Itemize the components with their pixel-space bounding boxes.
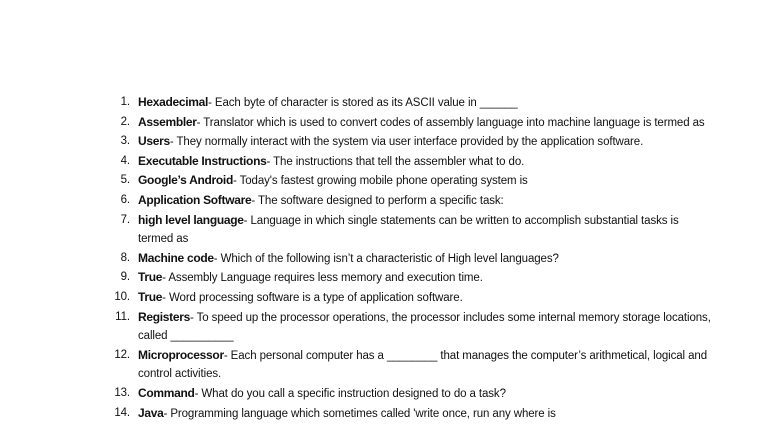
item-text: Programming language which sometimes called 'write once, run any where is xyxy=(170,407,556,420)
item-text: Which of the following isn’t a characteristic of High level languages? xyxy=(220,252,559,265)
list-item xyxy=(112,211,712,249)
item-term: True xyxy=(138,270,163,285)
item-number: 10. xyxy=(114,290,130,303)
item-separator: - xyxy=(208,97,215,109)
answer-list xyxy=(112,93,712,423)
item-separator: - xyxy=(162,291,169,304)
list-item xyxy=(112,346,712,384)
list-item xyxy=(112,288,712,308)
list-item xyxy=(112,249,712,269)
item-separator: - xyxy=(232,175,240,188)
item-text: To speed up the processor operations, the processor includes some internal memory storage locations, called __________ xyxy=(138,311,711,343)
item-separator: - xyxy=(162,272,169,285)
item-term: True xyxy=(138,289,163,304)
item-number: 3. xyxy=(120,135,130,148)
item-text: Language in which single statements can be written to accomplish substantial tasks is termed as xyxy=(138,214,679,246)
list-item xyxy=(112,268,712,288)
item-separator: - xyxy=(190,311,197,324)
item-text: They normally interact with the system via user interface provided by the application software. xyxy=(176,136,644,149)
list-item xyxy=(112,308,712,346)
item-number: 14. xyxy=(114,406,130,419)
list-item xyxy=(112,132,712,152)
list-item xyxy=(112,93,712,113)
item-number: 2. xyxy=(120,115,130,128)
item-number: 7. xyxy=(120,213,130,226)
item-separator: - xyxy=(213,252,221,265)
item-separator: - xyxy=(223,349,231,362)
item-number: 6. xyxy=(120,193,130,206)
item-term: Hexadecimal xyxy=(138,95,209,109)
item-number: 8. xyxy=(120,251,130,264)
item-separator: - xyxy=(169,136,177,149)
item-number: 4. xyxy=(120,154,130,167)
item-number: 12. xyxy=(114,348,130,361)
item-separator: - xyxy=(194,387,202,400)
item-term: Executable Instructions xyxy=(138,153,267,168)
item-term: Java xyxy=(138,405,164,420)
item-number: 13. xyxy=(114,386,130,399)
item-text: Each personal computer has a ________ that manages the computer’s arithmetical, logical and control activities. xyxy=(138,349,707,381)
item-text: The instructions that tell the assembler what to do. xyxy=(273,155,525,168)
item-number: 11. xyxy=(115,310,130,323)
item-term: Registers xyxy=(138,309,190,324)
list-item xyxy=(112,171,712,191)
item-text: Translator which is used to convert codes of assembly language into machine language is termed as xyxy=(203,116,705,129)
item-text: What do you call a specific instruction designed to do a task? xyxy=(201,387,506,400)
item-separator: - xyxy=(266,155,274,168)
item-term: Microprocessor xyxy=(138,347,224,362)
item-number: 5. xyxy=(120,174,130,187)
list-item xyxy=(112,113,712,133)
item-text: The software designed to perform a specific task: xyxy=(257,194,504,207)
item-text: Each byte of character is stored as its ASCII value in ______ xyxy=(214,97,518,109)
item-term: Assembler xyxy=(138,114,197,129)
item-term: Application Software xyxy=(138,192,252,207)
item-term: Machine code xyxy=(138,250,214,265)
item-text: Today's fastest growing mobile phone operating system is xyxy=(239,175,528,188)
item-separator: - xyxy=(251,194,258,207)
item-separator: - xyxy=(243,214,251,227)
list-item xyxy=(112,384,712,404)
item-term: Users xyxy=(138,134,170,149)
list-item xyxy=(112,191,712,211)
item-number: 1. xyxy=(120,96,130,108)
item-text: Assembly Language requires less memory and execution time. xyxy=(168,272,483,285)
item-term: high level language xyxy=(138,212,244,227)
item-separator: - xyxy=(163,407,171,420)
item-term: Google’s Android xyxy=(138,173,233,188)
item-text: Word processing software is a type of application software. xyxy=(168,291,463,304)
list-item xyxy=(112,404,712,424)
item-term: Command xyxy=(138,385,195,400)
item-number: 9. xyxy=(120,271,130,284)
list-item xyxy=(112,152,712,172)
item-separator: - xyxy=(196,116,204,129)
